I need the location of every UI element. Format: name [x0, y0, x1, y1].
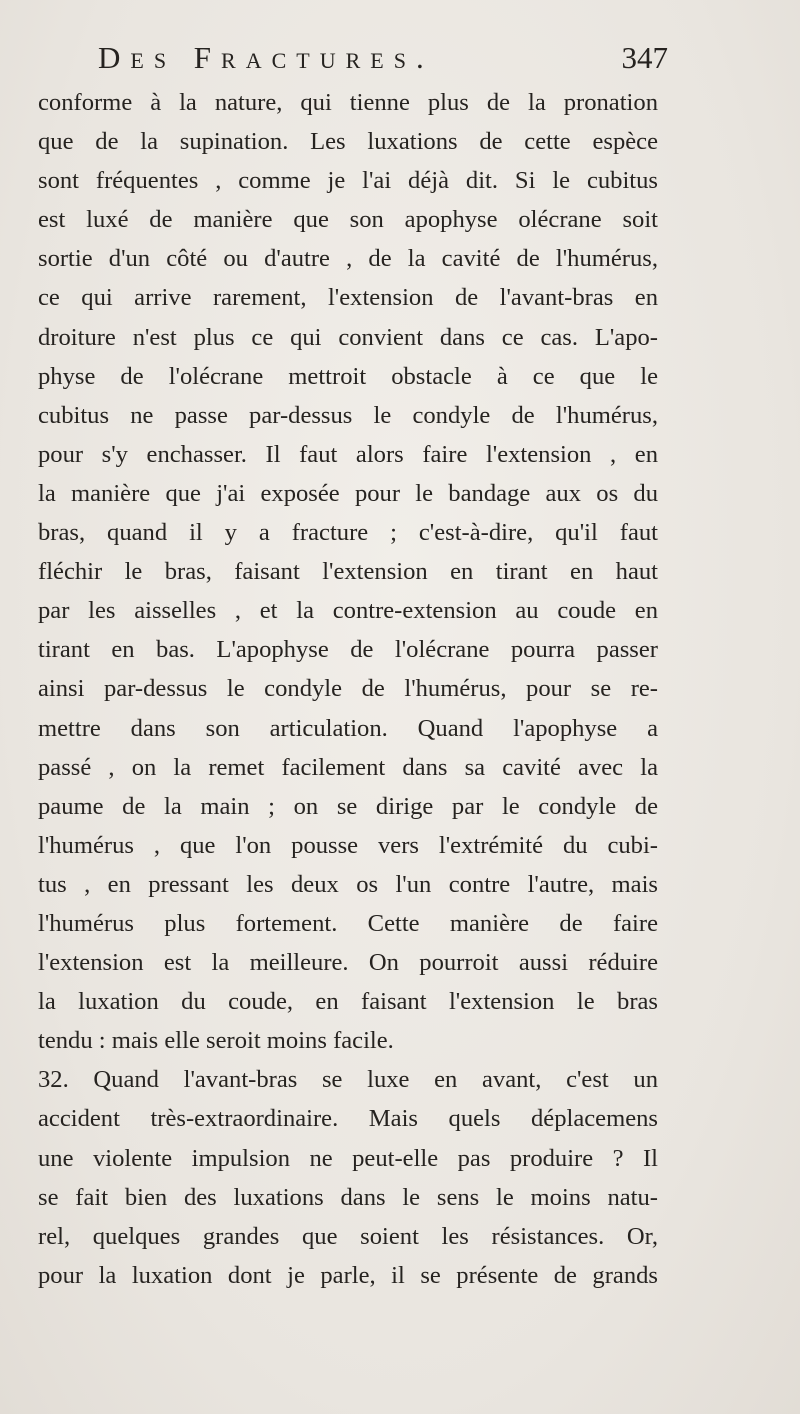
text-line: l'humérus , que l'on pousse vers l'extrémité du cubi- — [38, 831, 658, 859]
text-line: sortie d'un côté ou d'autre , de la cavité de l'humérus, — [38, 245, 658, 273]
body-text — [38, 83, 658, 1295]
text-line: accident très-extraordinaire. Mais quels déplacemens — [38, 1105, 658, 1133]
text-line: conforme à la nature, qui tienne plus de la pronation — [38, 89, 658, 116]
running-head — [98, 40, 668, 84]
text-line: ainsi par-dessus le condyle de l'humérus, pour se re- — [38, 675, 658, 703]
text-line: mettre dans son articulation. Quand l'apophyse a — [38, 714, 658, 742]
text-line: se fait bien des luxations dans le sens le moins natu- — [38, 1183, 658, 1211]
text-line: la manière que j'ai exposée pour le bandage aux os du — [38, 479, 658, 507]
text-line: sont fréquentes , comme je l'ai déjà dit. Si le cubitus — [38, 167, 658, 195]
text-line: cubitus ne passe par-dessus le condyle de l'humérus, — [38, 401, 658, 429]
text-line: tirant en bas. L'apophyse de l'olécrane pourra passer — [38, 636, 658, 664]
text-line: pour s'y enchasser. Il faut alors faire l'extension , en — [38, 440, 658, 468]
text-line: rel, quelques grandes que soient les résistances. Or, — [38, 1222, 658, 1250]
text-line: 32. Quand l'avant-bras se luxe en avant, c'est un — [38, 1066, 658, 1094]
text-line: paume de la main ; on se dirige par le condyle de — [38, 792, 658, 820]
text-line: fléchir le bras, faisant l'extension en tirant en haut — [38, 558, 658, 586]
text-line: par les aisselles , et la contre-extension au coude en — [38, 597, 658, 625]
running-title: Des Fractures. — [98, 40, 434, 75]
text-line: tus , en pressant les deux os l'un contre l'autre, mais — [38, 870, 658, 898]
text-line: physe de l'olécrane mettroit obstacle à ce que le — [38, 362, 658, 390]
text-line: droiture n'est plus ce qui convient dans ce cas. L'apo- — [38, 323, 658, 351]
text-line: pour la luxation dont je parle, il se présente de grands — [38, 1261, 658, 1289]
text-line: passé , on la remet facilement dans sa cavité avec la — [38, 753, 658, 781]
text-line: une violente impulsion ne peut-elle pas produire ? Il — [38, 1144, 658, 1172]
page-number: 347 — [621, 40, 668, 75]
text-line: que de la supination. Les luxations de cette espèce — [38, 128, 658, 156]
text-line: l'extension est la meilleure. On pourroit aussi réduire — [38, 949, 658, 977]
text-line: bras, quand il y a fracture ; c'est-à-dire, qu'il faut — [38, 519, 658, 547]
text-line: tendu : mais elle seroit moins facile. — [38, 1027, 394, 1055]
text-line: la luxation du coude, en faisant l'extension le bras — [38, 988, 658, 1016]
text-line: l'humérus plus fortement. Cette manière de faire — [38, 909, 658, 937]
text-line: est luxé de manière que son apophyse olécrane soit — [38, 206, 658, 234]
text-line: ce qui arrive rarement, l'extension de l'avant-bras en — [38, 284, 658, 312]
